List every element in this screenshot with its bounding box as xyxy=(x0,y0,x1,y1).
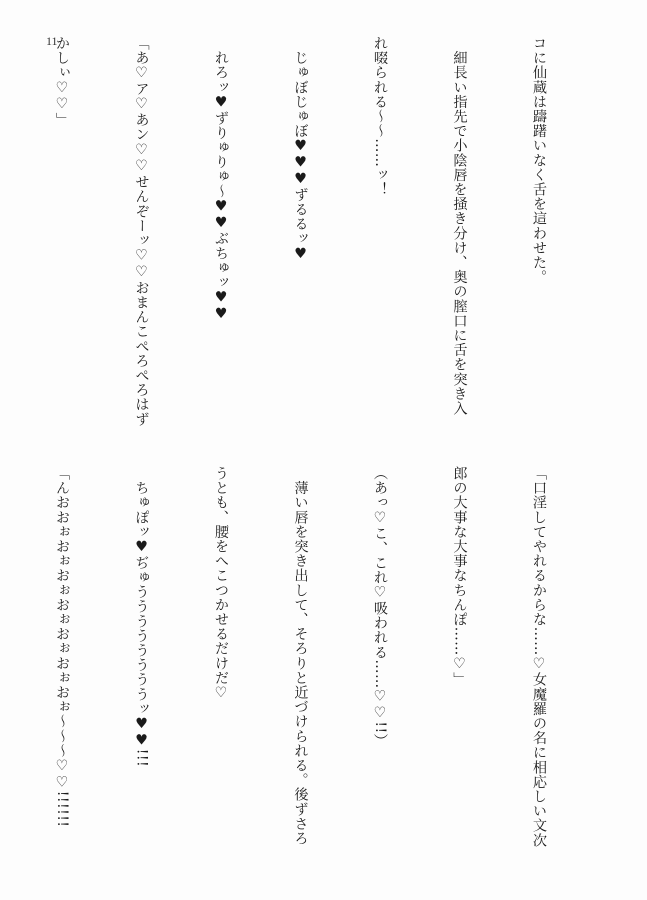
text-line: 細長い指先で小陰唇を掻き分け、奥の膣口に舌を突き入 xyxy=(451,36,468,416)
text-line: れ啜られる〜〜……ッ！ xyxy=(372,36,388,197)
text-block-bottom xyxy=(45,466,605,868)
text-line: （あっ♡こ、これ♡吸われる……♡♡!!） xyxy=(372,466,388,749)
text-line: 「あ♡ア♡あン♡♡せんぞーッ♡♡おまんこぺろぺろはず xyxy=(133,36,150,427)
text-line: 「口淫してやれるからな……♡女魔羅の名に相応しい文次 xyxy=(531,466,547,848)
page-number: 11 xyxy=(46,34,58,48)
text-line: かしぃ♡♡」 xyxy=(54,36,70,128)
text-block-top xyxy=(37,36,605,436)
text-line: じゅぼじゅぼ♥♥♥ずるるッ♥ xyxy=(292,36,309,263)
text-line: コに仙蔵は躊躇いなく舌を這わせた。 xyxy=(531,36,547,285)
text-line: うとも、腰をへこつかせるだけだ♡ xyxy=(213,466,229,702)
text-line: 薄い唇を突き出して、そろりと近づけられる。後ずさろ xyxy=(292,466,309,846)
text-line: 「んおおぉおぉおぉおぉおぉおぉおぉ〜〜〜♡♡!!!!!! xyxy=(54,466,70,828)
text-line: れろッ♥ずりゅりゅ〜♥♥ぶちゅッ♥♥ xyxy=(213,36,229,323)
text-line: 郎の大事な大事なちんぽ……♡」 xyxy=(451,466,468,687)
text-line: ちゅぽッ♥ぢゅううううううううッ♥♥!!! xyxy=(133,466,150,768)
